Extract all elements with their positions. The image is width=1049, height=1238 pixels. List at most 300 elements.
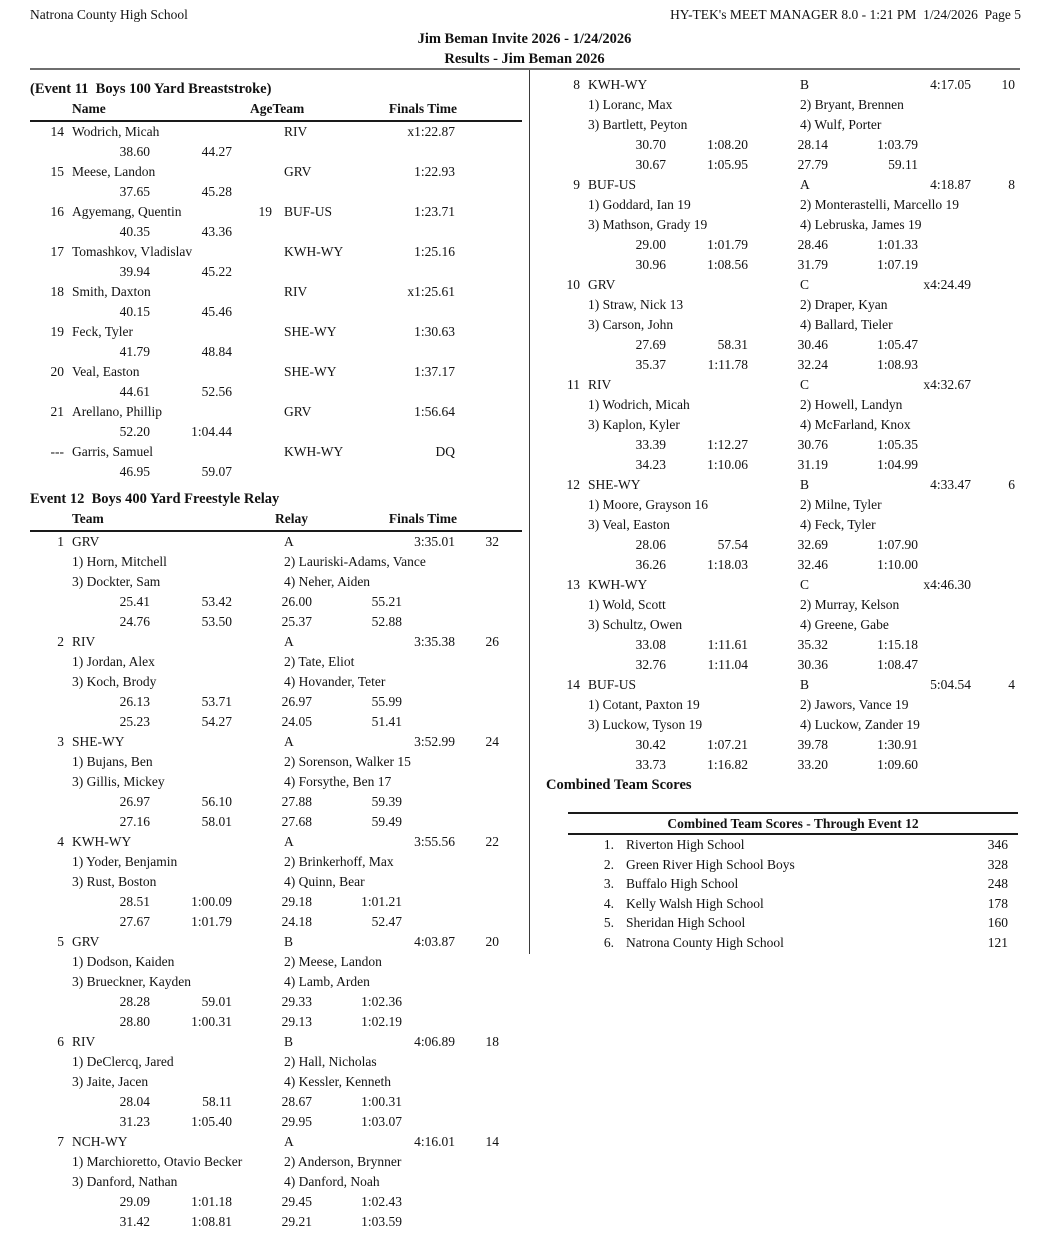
splits-row	[546, 155, 1038, 175]
relay-letter: B	[800, 477, 810, 492]
relay-swimmers-row	[546, 515, 1038, 535]
split-time: 28.67	[281, 1094, 312, 1109]
finals-time: 1:23.71	[414, 204, 455, 219]
place-number: 13	[566, 577, 580, 592]
relay-letter: B	[800, 677, 810, 692]
splits-row	[30, 912, 522, 932]
relay-swimmer: 3) Brueckner, Kayden	[72, 974, 192, 989]
team-code: KWH-WY	[284, 244, 344, 259]
split-time: 1:02.19	[361, 1014, 402, 1029]
relay-letter: A	[800, 177, 810, 192]
split-time: 29.13	[281, 1014, 312, 1029]
relay-swimmer: 1) Goddard, Ian 19	[588, 197, 691, 212]
place-number: 2	[57, 634, 64, 649]
page-header	[30, 6, 1021, 24]
team-code: GRV	[72, 534, 100, 549]
splits-row	[546, 255, 1038, 275]
results-subtitle	[0, 51, 1049, 68]
relay-swimmer: 1) Moore, Grayson 16	[588, 497, 708, 512]
team-rank: 2.	[603, 856, 614, 872]
split-time: 53.71	[201, 694, 232, 709]
relay-swimmer: 1) Cotant, Paxton 19	[588, 697, 700, 712]
relay-swimmers-row	[30, 972, 522, 992]
relay-swimmers-row	[546, 595, 1038, 615]
place-number: 8	[573, 77, 580, 92]
event11-table-header	[30, 100, 522, 122]
relay-swimmers-row	[546, 115, 1038, 135]
relay-result-row	[546, 575, 1038, 595]
relay-swimmer: 2) Lauriski-Adams, Vance	[284, 554, 426, 569]
relay-swimmer: 3) Luckow, Tyson 19	[588, 717, 703, 732]
relay-swimmers-row	[30, 752, 522, 772]
meet-manager-info: HY-TEK's MEET MANAGER 8.0 - 1:21 PM 1/24/2026 Page 5	[670, 7, 1021, 22]
split-time: 32.24	[797, 357, 828, 372]
relay-swimmers-row	[30, 572, 522, 592]
team-code: RIV	[588, 377, 612, 392]
result-row	[30, 162, 522, 182]
relay-swimmers-row	[546, 695, 1038, 715]
splits-row	[30, 1012, 522, 1032]
split-time: 45.46	[201, 304, 232, 319]
split-time: 27.68	[281, 814, 312, 829]
split-time: 24.18	[281, 914, 312, 929]
team-score: 346	[987, 837, 1008, 852]
splits-row	[546, 435, 1038, 455]
splits-row	[30, 892, 522, 912]
split-time: 59.07	[201, 464, 232, 479]
points-value: 6	[1008, 477, 1015, 492]
column-header-ageteam: AgeTeam	[250, 101, 305, 116]
split-time: 39.78	[797, 737, 828, 752]
splits-row	[30, 812, 522, 832]
splits-row	[546, 235, 1038, 255]
split-time: 1:07.21	[707, 737, 748, 752]
relay-swimmer: 1) DeClercq, Jared	[72, 1054, 174, 1069]
event11-rows	[30, 122, 522, 482]
combined-team-scores-section	[546, 775, 1018, 952]
relay-swimmer: 1) Yoder, Benjamin	[72, 854, 178, 869]
event12-rows-left	[30, 532, 522, 1232]
splits-row	[546, 535, 1038, 555]
split-time: 46.95	[119, 464, 150, 479]
splits-row	[30, 142, 522, 162]
splits-row	[30, 422, 522, 442]
split-time: 27.88	[281, 794, 312, 809]
relay-swimmer: 3) Dockter, Sam	[72, 574, 161, 589]
finals-time: 4:17.05	[930, 77, 971, 92]
split-time: 37.65	[119, 184, 150, 199]
split-time: 52.88	[371, 614, 402, 629]
place-number: 10	[566, 277, 580, 292]
split-time: 1:04.99	[877, 457, 918, 472]
relay-swimmer: 1) Jordan, Alex	[72, 654, 155, 669]
relay-swimmers-row	[546, 295, 1038, 315]
split-time: 26.97	[281, 694, 312, 709]
relay-swimmer: 2) Brinkerhoff, Max	[284, 854, 394, 869]
relay-swimmer: 2) Tate, Eliot	[284, 654, 355, 669]
split-time: 31.42	[119, 1214, 150, 1229]
splits-row	[546, 735, 1038, 755]
relay-swimmers-row	[546, 215, 1038, 235]
split-time: 25.41	[119, 594, 150, 609]
relay-swimmer: 2) Howell, Landyn	[800, 397, 903, 412]
splits-row	[30, 592, 522, 612]
relay-result-row	[546, 375, 1038, 395]
splits-row	[30, 382, 522, 402]
relay-swimmer: 2) Anderson, Brynner	[284, 1154, 402, 1169]
split-time: 28.06	[635, 537, 666, 552]
place-number: 17	[50, 244, 64, 259]
team-rank: 5.	[603, 915, 614, 930]
combined-rows	[568, 835, 1018, 952]
relay-swimmer: 3) Rust, Boston	[72, 874, 157, 889]
split-time: 27.69	[635, 337, 666, 352]
finals-time: 4:33.47	[930, 477, 971, 492]
relay-swimmers-row	[30, 552, 522, 572]
team-score-row	[568, 855, 1018, 875]
place-number: 21	[50, 404, 64, 419]
place-number: 18	[50, 284, 64, 299]
team-code: KWH-WY	[284, 444, 344, 459]
team-code: RIV	[284, 284, 308, 299]
relay-letter: A	[284, 834, 294, 849]
relay-swimmers-row	[30, 1172, 522, 1192]
split-time: 1:08.20	[707, 137, 748, 152]
splits-row	[546, 455, 1038, 475]
splits-row	[546, 555, 1038, 575]
place-number: 1	[57, 534, 64, 549]
split-time: 27.16	[119, 814, 150, 829]
split-time: 33.39	[635, 437, 666, 452]
relay-swimmers-row	[546, 395, 1038, 415]
splits-row	[30, 462, 522, 482]
split-time: 1:12.27	[707, 437, 748, 452]
relay-swimmer: 2) Meese, Landon	[284, 954, 382, 969]
split-time: 1:08.47	[877, 657, 918, 672]
split-time: 28.14	[797, 137, 828, 152]
finals-time: 4:03.87	[414, 934, 455, 949]
relay-swimmer: 3) Bartlett, Peyton	[588, 117, 688, 132]
relay-swimmer: 4) Lebruska, James 19	[800, 217, 922, 232]
combined-scores-table	[568, 812, 1018, 952]
relay-letter: B	[284, 934, 294, 949]
relay-swimmer: 3) Koch, Brody	[72, 674, 157, 689]
team-rank: 3.	[603, 876, 614, 891]
split-time: 52.20	[119, 424, 150, 439]
split-time: 24.05	[281, 714, 312, 729]
split-time: 58.11	[202, 1094, 232, 1109]
swimmer-name: Meese, Landon	[72, 164, 156, 179]
split-time: 52.47	[371, 914, 402, 929]
team-code: RIV	[284, 124, 308, 139]
splits-row	[546, 335, 1038, 355]
relay-letter: A	[284, 1134, 294, 1149]
split-time: 1:18.03	[707, 557, 748, 572]
results-subtitle-text: Results - Jim Beman 2026	[444, 51, 604, 70]
relay-letter: B	[800, 77, 810, 92]
relay-swimmer: 1) Horn, Mitchell	[72, 554, 167, 569]
relay-swimmers-row	[546, 315, 1038, 335]
relay-swimmer: 4) Feck, Tyler	[800, 517, 876, 532]
relay-swimmer: 1) Marchioretto, Otavio Becker	[72, 1154, 243, 1169]
column-header-name: Name	[72, 101, 106, 116]
finals-time: 3:52.99	[414, 734, 455, 749]
team-code: RIV	[72, 1034, 96, 1049]
swimmer-name: Veal, Easton	[72, 364, 140, 379]
split-time: 35.32	[797, 637, 828, 652]
team-code: SHE-WY	[72, 734, 125, 749]
split-time: 36.26	[635, 557, 666, 572]
team-name: Green River High School Boys	[626, 856, 795, 872]
finals-time: 1:22.93	[414, 164, 455, 179]
split-time: 25.37	[281, 614, 312, 629]
split-time: 30.42	[635, 737, 666, 752]
split-time: 28.80	[119, 1014, 150, 1029]
relay-swimmers-row	[30, 1152, 522, 1172]
splits-row	[30, 712, 522, 732]
place-number: 7	[57, 1134, 64, 1149]
split-time: 1:05.35	[877, 437, 918, 452]
team-rank: 4.	[603, 895, 614, 911]
team-code: KWH-WY	[72, 834, 132, 849]
team-score: 160	[987, 915, 1008, 930]
relay-swimmer: 4) Wulf, Porter	[800, 117, 882, 132]
swimmer-age: 19	[258, 204, 272, 219]
split-time: 40.15	[119, 304, 150, 319]
team-name: Natrona County High School	[626, 934, 784, 950]
event12-title: Event 12 Boys 400 Yard Freestyle Relay	[30, 491, 280, 507]
split-time: 32.76	[635, 657, 666, 672]
relay-swimmers-row	[30, 852, 522, 872]
meet-title: Jim Beman Invite 2026 - 1/24/2026	[417, 31, 632, 47]
team-code: BUF-US	[284, 204, 333, 219]
team-score: 121	[987, 934, 1008, 950]
team-code: NCH-WY	[72, 1134, 128, 1149]
split-time: 59.01	[201, 994, 232, 1009]
relay-swimmer: 1) Dodson, Kaiden	[72, 954, 175, 969]
team-name: Sheridan High School	[626, 915, 746, 930]
splits-row	[546, 655, 1038, 675]
place-number: 12	[566, 477, 580, 492]
split-time: 29.09	[119, 1194, 150, 1209]
finals-time: 4:16.01	[414, 1134, 455, 1149]
split-time: 32.69	[797, 537, 828, 552]
split-time: 26.13	[119, 694, 150, 709]
team-code: SHE-WY	[284, 324, 337, 339]
result-row	[30, 202, 522, 222]
splits-row	[30, 342, 522, 362]
split-time: 35.37	[635, 357, 666, 372]
split-time: 1:07.19	[877, 257, 918, 272]
team-code: BUF-US	[588, 177, 637, 192]
splits-row	[30, 182, 522, 202]
team-name: Buffalo High School	[626, 876, 739, 891]
split-time: 43.36	[201, 224, 232, 239]
result-row	[30, 362, 522, 382]
split-time: 1:01.21	[361, 894, 402, 909]
column-divider	[529, 70, 530, 954]
finals-time: x1:22.87	[407, 124, 455, 139]
split-time: 1:03.79	[877, 137, 918, 152]
team-rank: 1.	[603, 837, 614, 852]
splits-row	[30, 302, 522, 322]
split-time: 56.10	[201, 794, 232, 809]
header-rule	[30, 68, 1020, 70]
finals-time: 3:55.56	[414, 834, 455, 849]
split-time: 1:00.31	[361, 1094, 402, 1109]
place-number: 20	[50, 364, 64, 379]
relay-swimmer: 2) Monterastelli, Marcello 19	[800, 197, 959, 212]
split-time: 28.51	[119, 894, 150, 909]
place-number: 11	[567, 377, 580, 392]
splits-row	[30, 222, 522, 242]
splits-row	[30, 262, 522, 282]
finals-time: x4:32.67	[923, 377, 971, 392]
splits-row	[546, 135, 1038, 155]
place-number: 14	[50, 124, 64, 139]
place-number: 5	[57, 934, 64, 949]
result-row	[30, 282, 522, 302]
relay-result-row	[30, 632, 522, 652]
relay-swimmer: 4) Forsythe, Ben 17	[284, 774, 392, 789]
team-code: GRV	[284, 404, 312, 419]
split-time: 1:00.31	[191, 1014, 232, 1029]
result-row	[30, 242, 522, 262]
split-time: 1:02.43	[361, 1194, 402, 1209]
split-time: 30.46	[797, 337, 828, 352]
team-score: 178	[987, 895, 1008, 911]
split-time: 52.56	[201, 384, 232, 399]
split-time: 45.28	[201, 184, 232, 199]
relay-swimmer: 3) Gillis, Mickey	[72, 774, 165, 789]
split-time: 31.23	[119, 1114, 150, 1129]
place-number: 14	[566, 677, 580, 692]
split-time: 1:10.06	[707, 457, 748, 472]
relay-swimmer: 2) Draper, Kyan	[800, 297, 888, 312]
relay-swimmers-row	[30, 1072, 522, 1092]
event11-title: (Event 11 Boys 100 Yard Breaststroke)	[30, 81, 272, 97]
relay-swimmer: 4) Kessler, Kenneth	[284, 1074, 392, 1089]
split-time: 58.01	[201, 814, 232, 829]
relay-result-row	[30, 1032, 522, 1052]
team-score-row	[568, 933, 1018, 953]
relay-letter: B	[284, 1034, 294, 1049]
relay-swimmer: 1) Wodrich, Micah	[588, 397, 690, 412]
finals-time: x1:25.61	[407, 284, 455, 299]
split-time: 1:02.36	[361, 994, 402, 1009]
split-time: 41.79	[119, 344, 150, 359]
result-row	[30, 442, 522, 462]
points-value: 14	[485, 1134, 499, 1149]
split-time: 1:15.18	[877, 637, 918, 652]
points-value: 22	[485, 834, 499, 849]
points-value: 18	[485, 1034, 499, 1049]
swimmer-name: Tomashkov, Vladislav	[72, 244, 193, 259]
result-row	[30, 122, 522, 142]
relay-swimmer: 4) Lamb, Arden	[284, 974, 370, 989]
relay-swimmer: 1) Wold, Scott	[588, 597, 666, 612]
relay-swimmer: 3) Jaite, Jacen	[72, 1074, 149, 1089]
split-time: 59.39	[371, 794, 402, 809]
column-header-finals-time: Finals Time	[388, 101, 457, 116]
relay-result-row	[546, 75, 1038, 95]
relay-swimmer: 4) Quinn, Bear	[284, 874, 365, 889]
team-code: RIV	[72, 634, 96, 649]
split-time: 1:04.44	[191, 424, 232, 439]
relay-swimmers-row	[546, 715, 1038, 735]
split-time: 40.35	[119, 224, 150, 239]
swimmer-name: Wodrich, Micah	[72, 124, 160, 139]
relay-result-row	[30, 1132, 522, 1152]
split-time: 1:16.82	[707, 757, 748, 772]
event12-table-header	[30, 510, 522, 532]
relay-swimmers-row	[30, 872, 522, 892]
split-time: 26.97	[119, 794, 150, 809]
points-value: 24	[485, 734, 499, 749]
team-code: KWH-WY	[588, 577, 648, 592]
split-time: 29.95	[281, 1114, 312, 1129]
relay-swimmer: 4) Danford, Noah	[284, 1174, 380, 1189]
split-time: 1:01.79	[707, 237, 748, 252]
split-time: 31.19	[797, 457, 828, 472]
relay-swimmers-row	[546, 415, 1038, 435]
splits-row	[30, 1212, 522, 1232]
relay-swimmers-row	[546, 195, 1038, 215]
relay-swimmer: 3) Kaplon, Kyler	[588, 417, 680, 432]
relay-swimmer: 3) Carson, John	[588, 317, 674, 332]
split-time: 1:05.47	[877, 337, 918, 352]
team-name: Riverton High School	[626, 837, 745, 852]
relay-result-row	[30, 532, 522, 552]
finals-time: 1:37.17	[414, 364, 455, 379]
finals-time: 1:30.63	[414, 324, 455, 339]
split-time: 30.70	[635, 137, 666, 152]
split-time: 26.00	[281, 594, 312, 609]
relay-result-row	[30, 732, 522, 752]
split-time: 33.20	[797, 757, 828, 772]
split-time: 1:09.60	[877, 757, 918, 772]
split-time: 25.23	[119, 714, 150, 729]
relay-swimmer: 2) Hall, Nicholas	[284, 1054, 377, 1069]
team-score-row	[568, 874, 1018, 894]
relay-swimmers-row	[546, 495, 1038, 515]
relay-swimmers-row	[30, 952, 522, 972]
team-score-row	[568, 835, 1018, 855]
relay-swimmer: 4) Hovander, Teter	[284, 674, 386, 689]
splits-row	[30, 992, 522, 1012]
result-row	[30, 322, 522, 342]
splits-row	[546, 755, 1038, 775]
split-time: 38.60	[119, 144, 150, 159]
relay-swimmers-row	[30, 672, 522, 692]
team-code: SHE-WY	[588, 477, 641, 492]
points-value: 10	[1001, 77, 1015, 92]
splits-row	[30, 792, 522, 812]
split-time: 1:01.33	[877, 237, 918, 252]
relay-swimmers-row	[30, 772, 522, 792]
splits-row	[546, 355, 1038, 375]
column-header-relay: Relay	[275, 511, 308, 526]
points-value: 26	[485, 634, 499, 649]
split-time: 1:08.93	[877, 357, 918, 372]
points-value: 32	[485, 534, 499, 549]
split-time: 53.50	[201, 614, 232, 629]
swimmer-name: Garris, Samuel	[72, 444, 153, 459]
event12-section	[30, 488, 522, 1232]
relay-swimmer: 3) Mathson, Grady 19	[588, 217, 708, 232]
split-time: 32.46	[797, 557, 828, 572]
split-time: 1:01.18	[191, 1194, 232, 1209]
